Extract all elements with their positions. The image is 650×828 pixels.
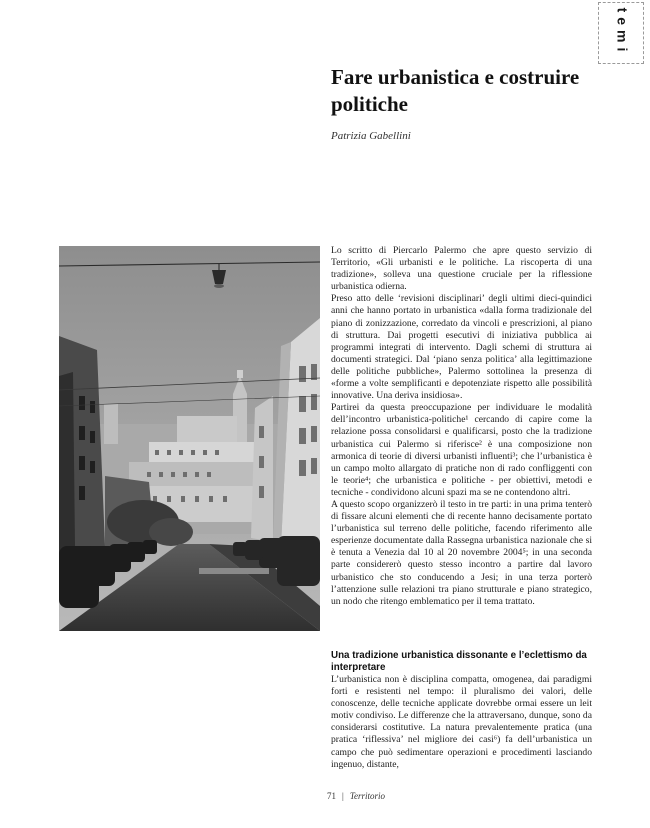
street-photo-illustration (59, 246, 320, 631)
paragraph-1: Lo scritto di Piercarlo Palermo che apre questo servizio di Territorio, «Gli urbanisti e le politiche. La riscoperta di una tradizione», solleva una questione cruciale per la riflessione urbanistica odierna. (331, 245, 592, 293)
article-title: Fare urbanistica e costruire politiche (331, 65, 580, 116)
paragraph-3: Partirei da questa preoccupazione per individuare le modalità dell’incontro urbanistica-politiche¹ cercando di capire come la relazione possa consolidarsi e qualificarsi, posto che la tradizione urbanistica cui Palermo si riferisce² è una composizione non armonica di teorie di diversi urbanisti influenti³; che l’urbanistica è un campo molto allargato di pratiche non di rado confliggenti con le teorie⁴; che urbanistica e politiche - per obiettivi, metodi e tecniche - condividono alcuni spazi ma se ne contendono altri. (331, 402, 592, 498)
article-author: Patrizia Gabellini (331, 130, 411, 142)
section-heading: Una tradizione urbanistica dissonante e l’eclettismo da interpretare (331, 650, 587, 673)
paragraph-4: A questo scopo organizzerò il testo in tre parti: in una prima tenterò di fissare alcuni elementi che di recente hanno decisamente portato l’urbanistica sul terreno delle politiche, facendo riferimento alle esperienze documentate dalla Rassegna urbanistica nazionale che si è tenuta a Venezia dal 10 al 20 novembre 2004⁵; in una seconda parte considererò questo stesso incontro a partire dal lavoro urbanistico che sto conducendo a Jesi; in una terza porterò l’attenzione sulle relazioni tra piano strutturale e piano strategico, un nodo che ritengo emblematico per il tema trattato. (331, 498, 592, 607)
street-photo (59, 246, 320, 631)
footer-separator: | (342, 791, 344, 801)
section-tab-label: temi (614, 7, 631, 57)
paragraph-2: Preso atto delle ‘revisioni disciplinari’ degli ultimi dieci-quindici anni che hanno portato in urbanistica «dalla forma tradizionale del piano di zonizzazione, corredato da vincoli e prescrizioni, al piano di struttura. Dai progetti esecutivi di iniziativa pubblica ai programmi integrati di intervento. Dagli schemi di struttura ai documenti strategici. Dal ‘piano senza politica’ alla legittimazione delle politiche pubbliche», Palermo sottolinea la presenza di «forme a volte semplificanti e depotenziate rispetto alle possibilità innovative. Una deriva insidiosa». (331, 293, 592, 402)
journal-name: Territorio (349, 791, 385, 801)
section-paragraph: L’urbanistica non è disciplina compatta, omogenea, dai paradigmi forti e resistenti nel tempo: il pluralismo dei valori, delle conoscenze, delle tecniche applicate dovrebbe ormai essere un leit motiv condiviso. Le differenze che la attraversano, dunque, sono da considerarsi costitutive. La natura prevalentemente pratica (una pratica ‘riflessiva’ nel migliore dei casi⁶) fa dell’urbanistica un campo che può sedimentare operazioni e procedimenti lasciando ingenuo, distante, (331, 674, 592, 770)
section-block (331, 650, 592, 771)
section-tab (612, 4, 632, 60)
page-number: 71 (327, 791, 336, 801)
article-body (331, 245, 592, 608)
page-footer (327, 791, 385, 801)
